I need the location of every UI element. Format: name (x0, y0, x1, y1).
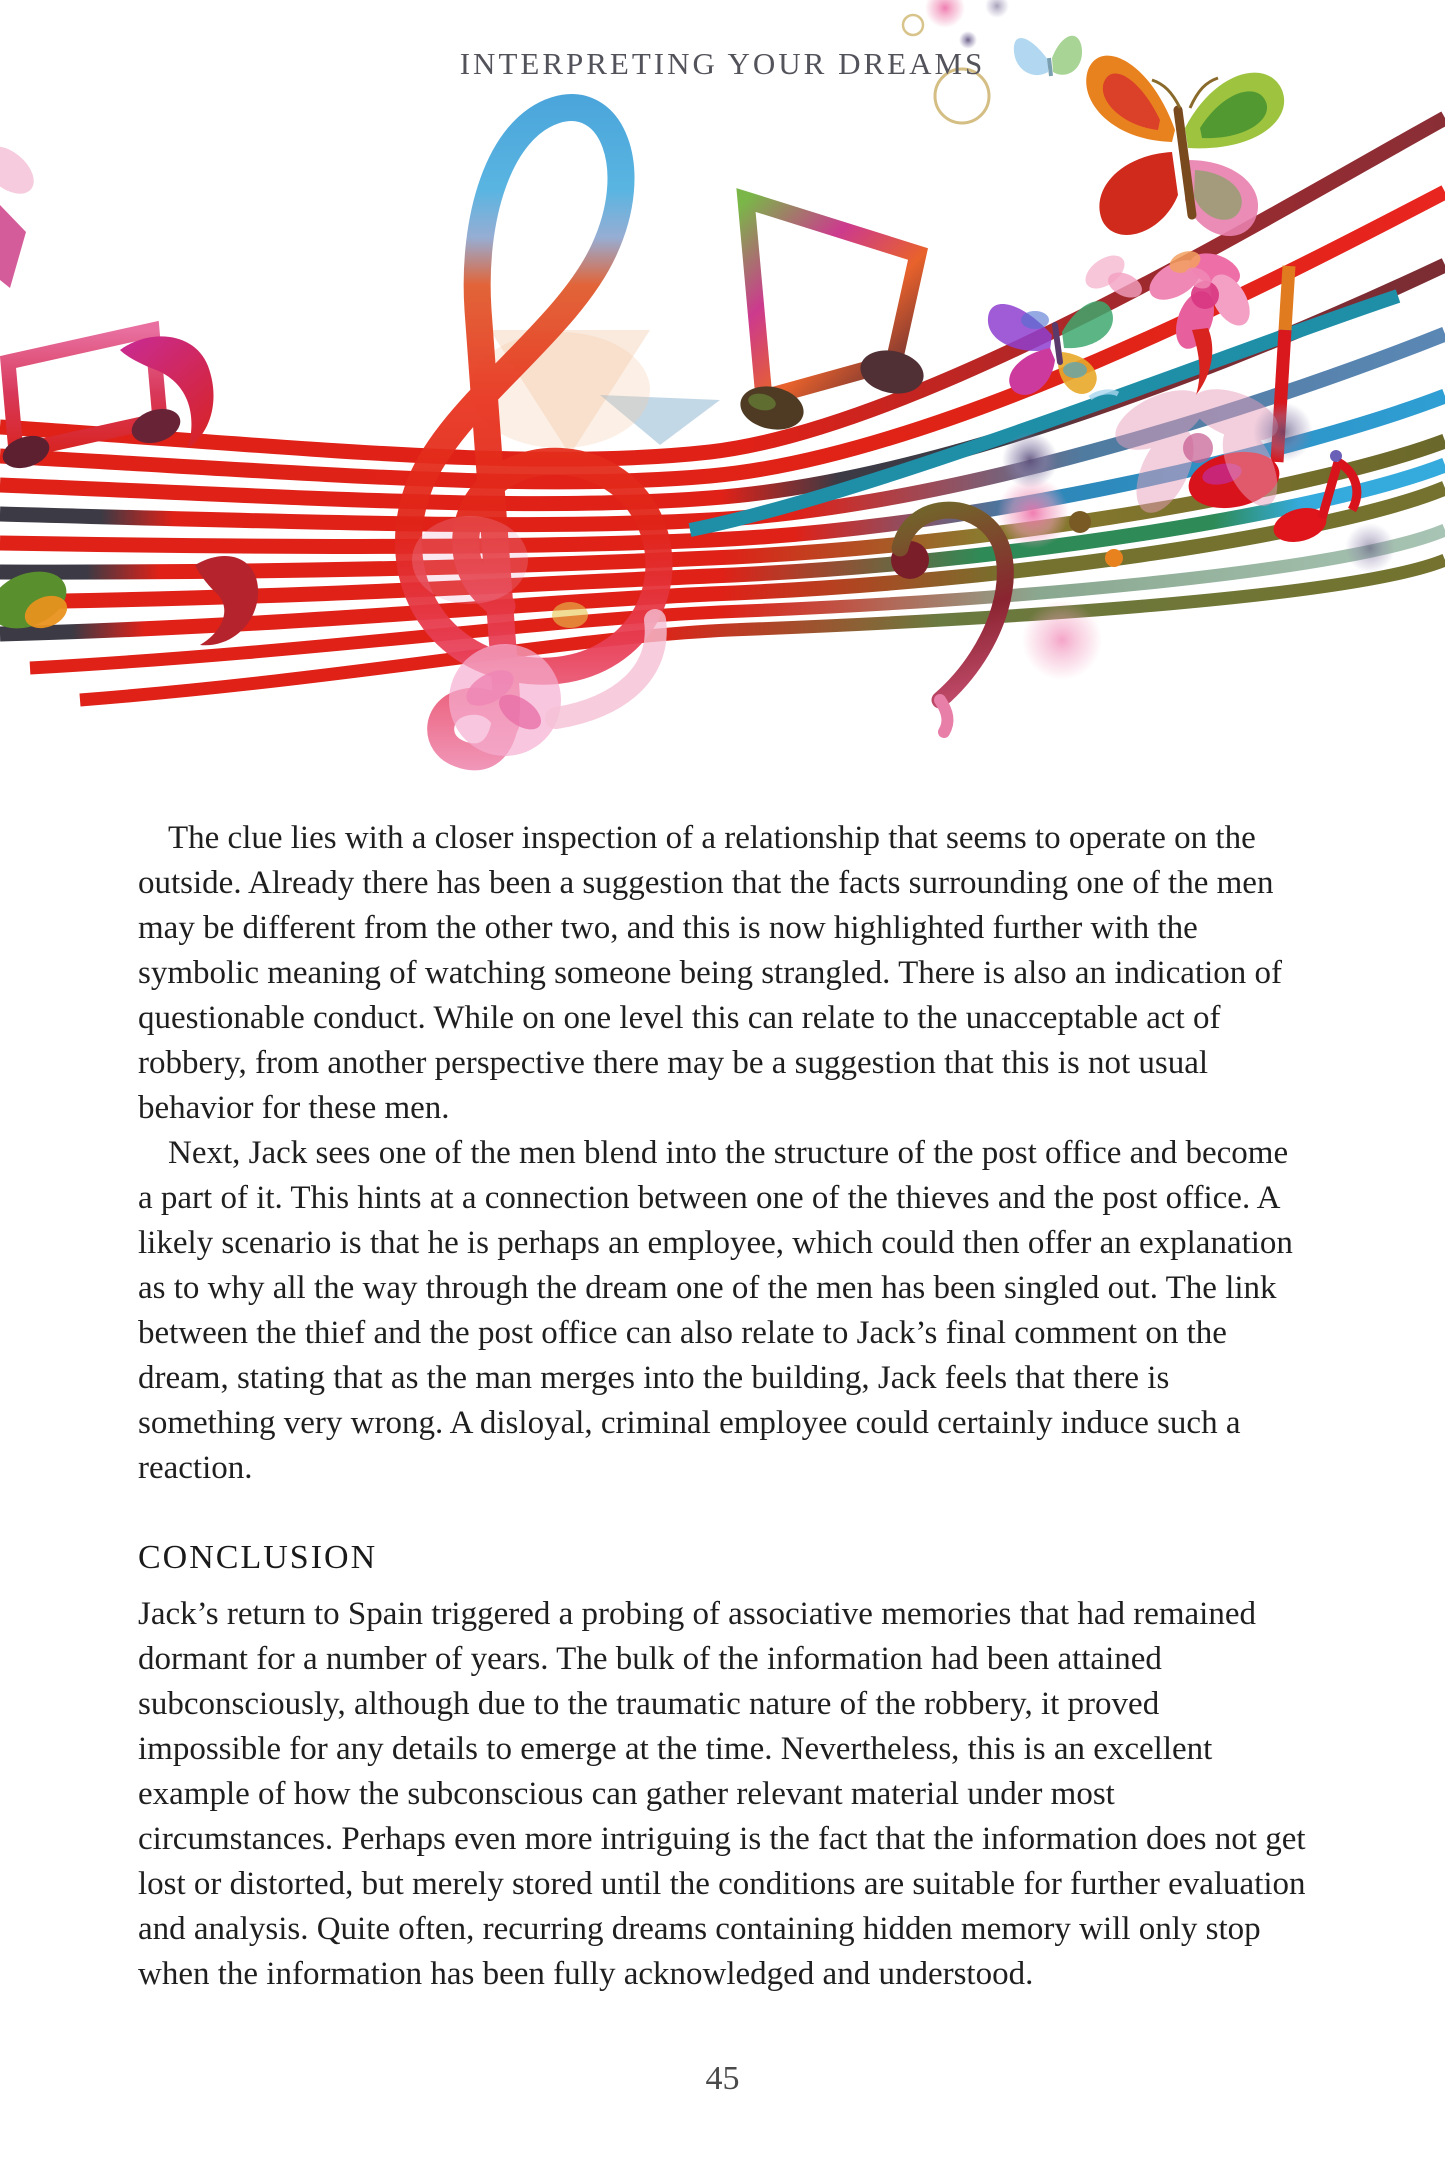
paragraph-1: The clue lies with a closer inspection of a relationship that seems to operate on the outside. Already there has been a suggestion that the facts surrounding one of the men may be different from the other two, and this is now highlighted further with the symbolic meaning of watching someone being strangled. There is also an indication of questionable conduct. While on one level this can relate to the unacceptable act of robbery, from another perspective there may be a suggestion that this is not usual behavior for these men. (138, 820, 1283, 1126)
body-text (138, 816, 1310, 1997)
page-number: 45 (705, 2060, 740, 2097)
running-head: INTERPRETING YOUR DREAMS (459, 46, 986, 81)
paragraph-2: Next, Jack sees one of the men blend into the structure of the post office and become a part of it. This hints at a connection between one of the thieves and the post office. A likely scenario is that he is perhaps an employee, which could then offer an explanation as to why all the way through the dream one of the men has been singled out. The link between the thief and the post office can also relate to Jack’s final comment on the dream, stating that as the man merges into the building, Jack feels that there is something very wrong. A disloyal, criminal employee could certainly induce such a reaction. (138, 1135, 1293, 1486)
large-butterfly-icon (1086, 56, 1284, 236)
conclusion-heading: CONCLUSION (138, 1539, 378, 1576)
paragraph-3: Jack’s return to Spain triggered a probing of associative memories that had remained dormant for a number of years. The bulk of the information had been attained subconsciously, although due to the traumatic nature of the robbery, it proved impossible for any details to emerge at the time. Nevertheless, this is an excellent example of how the subconscious can gather relevant material under most circumstances. Perhaps even more intriguing is the fact that the information does not get lost or distorted, but merely stored until the conditions are suitable for further evaluation and analysis. Quite often, recurring dreams containing hidden memory will only stop when the information has been fully acknowledged and understood. (138, 1596, 1306, 1992)
color-wedges (470, 330, 720, 455)
music-staff-illustration (0, 0, 1445, 820)
